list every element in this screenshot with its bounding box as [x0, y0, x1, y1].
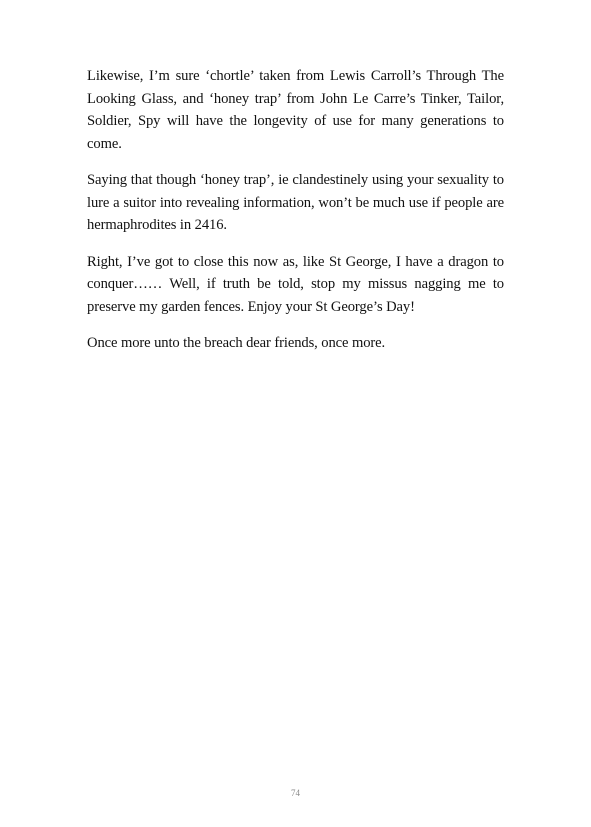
page-body	[87, 65, 504, 369]
paragraph-1: Likewise, I’m sure ‘chortle’ taken from Lewis Carroll’s Through The Looking Glass, and ‘honey trap’ from John Le Carre’s Tinker, Tailor, Soldier, Spy will have the longevity of use for many generations to come.	[87, 68, 504, 152]
paragraph-3: Right, I’ve got to close this now as, like St George, I have a dragon to conquer…… Well, if truth be told, stop my missus nagging me to preserve my garden fences. Enjoy your St George’s Day!	[87, 253, 504, 315]
page-number: 74	[291, 788, 300, 798]
paragraph-2: Saying that though ‘honey trap’, ie clandestinely using your sexuality to lure a suitor into revealing information, won’t be much use if people are hermaphrodites in 2416.	[87, 172, 504, 233]
paragraph-4: Once more unto the breach dear friends, once more.	[87, 335, 386, 351]
